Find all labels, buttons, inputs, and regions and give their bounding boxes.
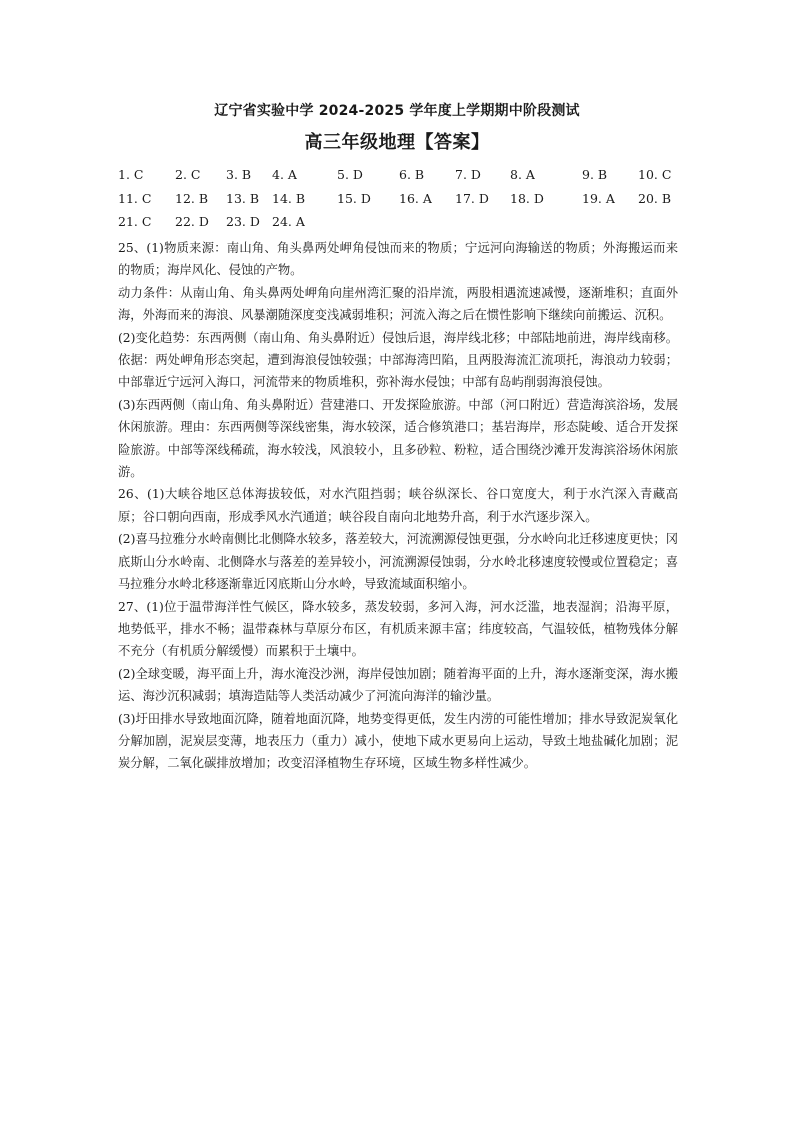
mcq-row-3 — [118, 210, 688, 234]
mcq-answer: 7. D — [455, 167, 481, 182]
mcq-answer: 13. B — [226, 190, 260, 206]
written-answers — [118, 237, 678, 775]
mcq-row-1 — [118, 163, 688, 187]
document-subtitle: 高三年级地理【答案】 — [304, 132, 490, 153]
mcq-row-2 — [118, 187, 688, 211]
mcq-answer: 1. C — [118, 167, 144, 182]
mcq-answer: 2. C — [175, 167, 201, 182]
mcq-answer: 3. B — [226, 167, 252, 182]
answer-q25-1: 25、(1)物质来源：南山角、角头鼻两处岬角侵蚀而来的物质；宁远河向海输送的物质；外海搬运而来的物质；海岸风化、侵蚀的产物。 — [118, 241, 678, 278]
mcq-answer: 11. C — [118, 190, 152, 206]
answer-q25-3: (3)东西两侧（南山角、角头鼻附近）营建港口、开发探险旅游。中部（河口附近）营造海滨浴场，发展休闲旅游。理由：东西两侧等深线密集，海水较深，适合修筑港口；基岩海岸，形态陡峻、适合开发探险旅游。中部等深线稀疏，海水较浅，风浪较小，且多砂粒、粉粒，适合围绕沙滩开发海滨浴场休闲旅游。 — [118, 397, 678, 480]
multiple-choice-answers — [118, 163, 688, 234]
mcq-answer: 15. D — [337, 190, 371, 206]
mcq-answer: 19. A — [582, 190, 615, 206]
mcq-answer: 14. B — [272, 190, 306, 206]
mcq-answer: 22. D — [175, 214, 209, 229]
answer-q26-2: (2)喜马拉雅分水岭南侧比北侧降水较多，落差较大，河流溯源侵蚀更强，分水岭向北迁移速度更快；冈底斯山分水岭南、北侧降水与落差的差异较小，河流溯源侵蚀弱，分水岭北移速度较慢或位置稳定；喜马拉雅分水岭北移逐渐靠近冈底斯山分水岭，导致流域面积缩小。 — [118, 532, 678, 592]
mcq-answer: 21. C — [118, 214, 152, 229]
answer-q26-1: 26、(1)大峡谷地区总体海拔较低，对水汽阻挡弱；峡谷纵深长、谷口宽度大，利于水汽深入青藏高原；谷口朝向西南，形成季风水汽通道；峡谷段自南向北地势升高，利于水汽逐步深入。 — [118, 487, 678, 524]
mcq-answer: 23. D — [226, 214, 260, 229]
answer-q27-2: (2)全球变暖，海平面上升，海水淹没沙洲，海岸侵蚀加剧；随着海平面的上升，海水逐渐变深，海水搬运、海沙沉积减弱；填海造陆等人类活动减少了河流向海洋的输沙量。 — [118, 666, 678, 704]
answer-q25-1-dynamics: 动力条件：从南山角、角头鼻两处岬角向崖州湾汇聚的沿岸流，两股相遇流速减慢，逐渐堆积；直面外海，外海而来的海浪、风暴潮随深度变浅减弱堆积；河流入海之后在惯性影响下继续向前搬运、沉积。 — [118, 285, 678, 323]
mcq-answer: 10. C — [638, 167, 672, 182]
mcq-answer: 20. B — [638, 190, 672, 206]
mcq-answer: 24. A — [272, 214, 305, 229]
mcq-answer: 17. D — [455, 190, 489, 206]
mcq-answer: 5. D — [337, 167, 363, 182]
mcq-answer: 12. B — [175, 190, 209, 206]
mcq-answer: 9. B — [582, 167, 608, 182]
answer-q27-3: (3)圩田排水导致地面沉降，随着地面沉降，地势变得更低，发生内涝的可能性增加；排水导致泥炭氧化分解加剧，泥炭层变薄，地表压力（重力）减小，使地下咸水更易向上运动，导致土地盐碱化加剧；泥炭分解，二氧化碳排放增加；改变沼泽植物生存环境，区域生物多样性减少。 — [118, 711, 678, 771]
mcq-answer: 4. A — [272, 167, 297, 182]
mcq-answer: 16. A — [399, 190, 432, 206]
answer-q25-2: (2)变化趋势：东西两侧（南山角、角头鼻附近）侵蚀后退，海岸线北移；中部陆地前进，海岸线南移。依据：两处岬角形态突起，遭到海浪侵蚀较强；中部海湾凹陷，且两股海流汇流项托，海浪动力较弱；中部靠近宁远河入海口，河流带来的物质堆积，弥补海水侵蚀；中部有岛屿削弱海浪侵蚀。 — [118, 330, 678, 390]
document-title: 辽宁省实验中学 2024-2025 学年度上学期期中阶段测试 — [214, 103, 580, 119]
mcq-answer: 6. B — [399, 167, 425, 182]
mcq-answer: 18. D — [510, 190, 544, 206]
answer-q27-1: 27、(1)位于温带海洋性气候区，降水较多，蒸发较弱，多河入海，河水泛滥，地表湿润；沿海平原，地势低平，排水不畅；温带森林与草原分布区，有机质来源丰富；纬度较高，气温较低，植物残体分解不充分（有机质分解缓慢）而累积于土壤中。 — [118, 599, 678, 659]
mcq-answer: 8. A — [510, 167, 535, 182]
